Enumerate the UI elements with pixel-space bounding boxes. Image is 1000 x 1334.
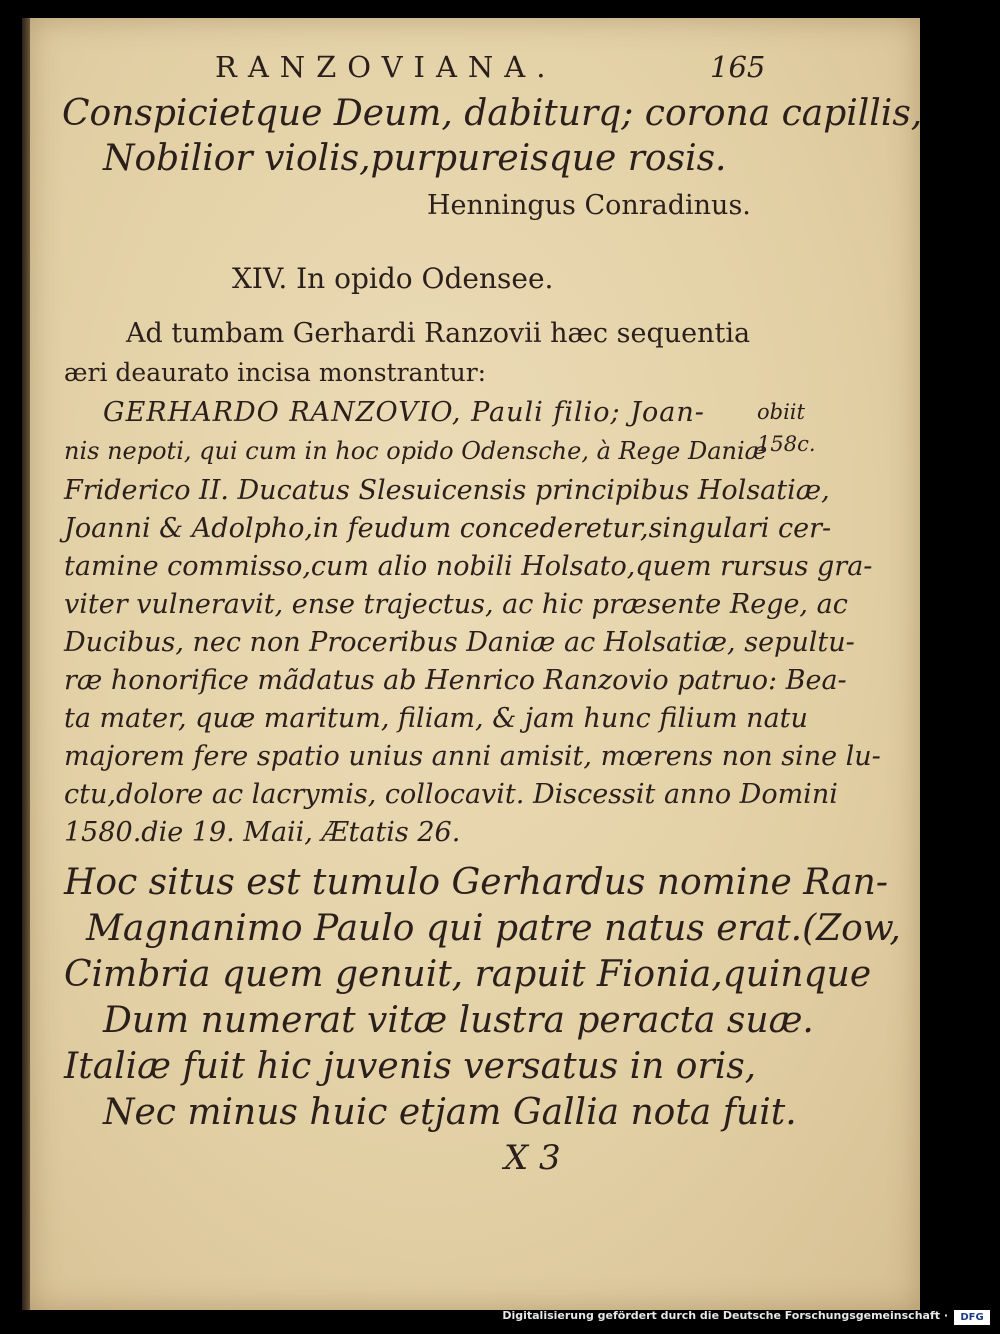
intro-line: Ad tumbam Gerhardi Ranzovii hæc sequentia (126, 318, 751, 349)
epitaph-line: nis nepoti, qui cum in hoc opido Odensche, à Rege Daniæ (64, 437, 768, 465)
intro-line: æri deaurato incisa monstrantur: (64, 358, 487, 387)
verse-line: Nec minus huic etjam Gallia nota fuit. (103, 1092, 797, 1133)
epitaph-line: Joanni & Adolpho,in feudum concederetur,singulari cer- (64, 513, 832, 544)
page-number: 165 (710, 50, 766, 84)
dfg-logo: DFG (954, 1310, 990, 1325)
verse-line: Magnanimo Paulo qui patre natus erat.(Zow, (86, 908, 901, 949)
epitaph-line: GERHARDO RANZOVIO, Pauli filio; Joan- (103, 397, 705, 428)
verse-line: Hoc situs est tumulo Gerhardus nomine Ran- (64, 862, 888, 903)
epitaph-line: 1580.die 19. Maii, Ætatis 26. (64, 817, 461, 848)
verse-line: Conspicietque Deum, dabiturq; corona capillis, (62, 93, 923, 134)
epitaph-line: viter vulneravit, ense trajectus, ac hic præsente Rege, ac (64, 589, 848, 620)
catchword-signature: X 3 (504, 1138, 561, 1178)
epitaph-line: ctu,dolore ac lacrymis, collocavit. Discessit anno Domini (64, 779, 838, 810)
verse-line: Nobilior violis,purpureisque rosis. (103, 138, 727, 179)
digitization-credit: Digitalisierung gefördert durch die Deutsche Forschungsgemeinschaft · (502, 1309, 948, 1322)
epitaph-line: majorem fere spatio unius anni amisit, mœrens non sine lu- (64, 741, 881, 772)
verse-line: Italiæ fuit hic juvenis versatus in oris, (64, 1046, 757, 1087)
epitaph-line: tamine commisso,cum alio nobili Holsato,quem rursus gra- (64, 551, 873, 582)
running-title: RANZOVIANA. (215, 50, 557, 84)
margin-note: 158c. (757, 432, 816, 456)
verse-line: Dum numerat vitæ lustra peracta suæ. (103, 1000, 814, 1041)
page-gutter (22, 18, 30, 1310)
epitaph-line: ræ honorifice mãdatus ab Henrico Ranzovio patruo: Bea- (64, 665, 847, 696)
epitaph-line: Friderico II. Ducatus Slesuicensis principibus Holsatiæ, (64, 475, 830, 506)
epitaph-line: Ducibus, nec non Proceribus Daniæ ac Holsatiæ, sepultu- (64, 627, 855, 658)
verse-line: Cimbria quem genuit, rapuit Fionia,quinque (64, 954, 872, 995)
author-signature: Henningus Conradinus. (427, 190, 751, 221)
section-heading: XIV. In opido Odensee. (232, 262, 554, 295)
margin-note: obiit (757, 400, 805, 424)
epitaph-line: ta mater, quæ maritum, filiam, & jam hunc filium natu (64, 703, 808, 734)
